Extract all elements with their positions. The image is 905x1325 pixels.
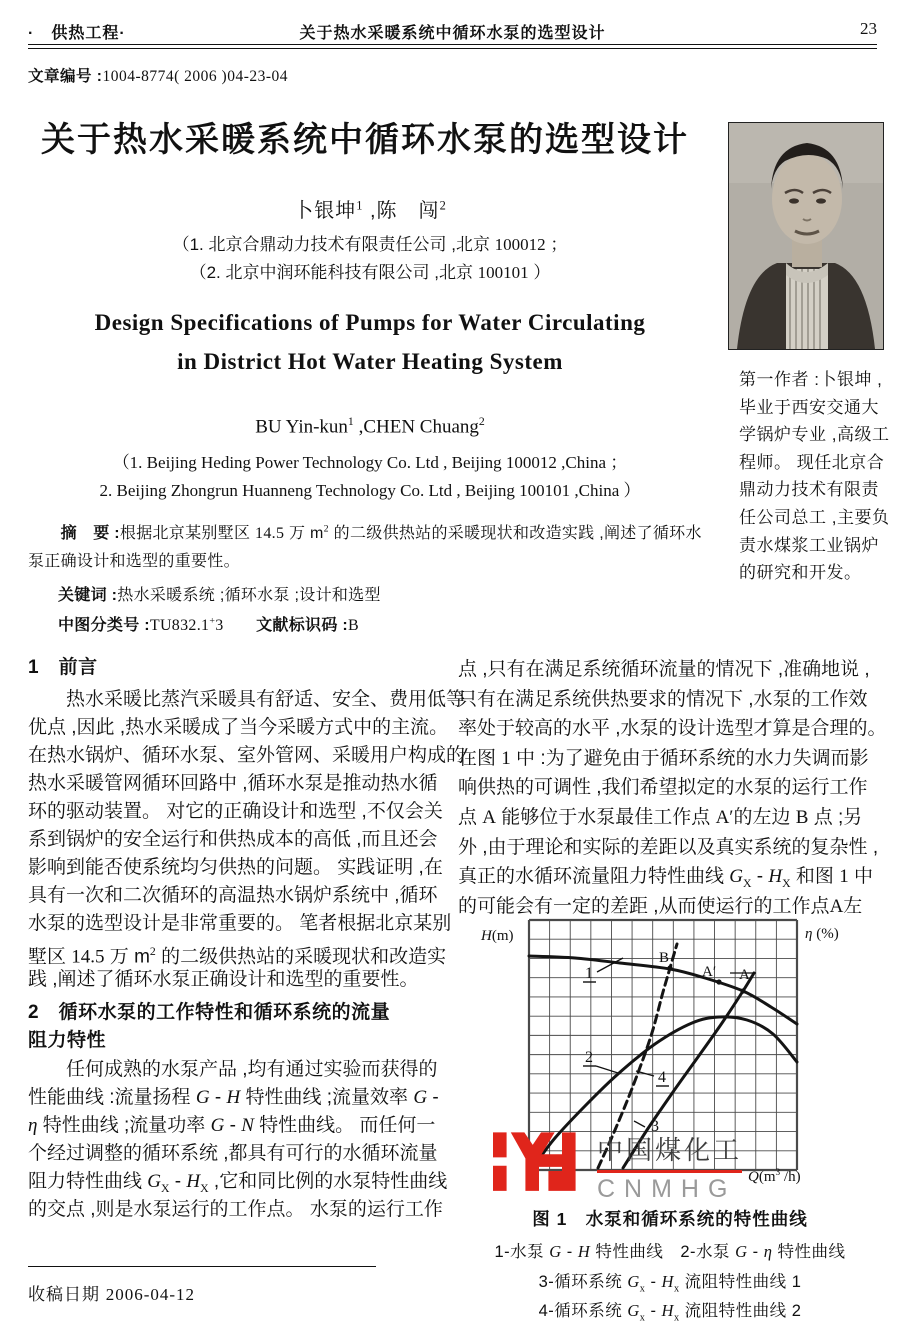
body-text-line: 响供热的可调性 ,我们希望拟定的水泵的运行工作 [458,777,868,799]
bio-line: 鼎动力技术有限责 [739,480,879,500]
body-text-line: 任何成熟的水泵产品 ,均有通过实验而获得的 [28,1059,438,1080]
section-heading-2-line1: 2 循环水泵的工作特性和循环系统的流量 [28,1002,391,1023]
cnmhg-logo-icon [493,1126,585,1193]
x-axis-label: $Q(m^3$ /h) [748,1168,801,1185]
body-text-line: 点 ,只有在满足系统循环流量的情况下 ,准确地说 , [458,659,870,680]
abstract-line-1: 摘 要 :根据北京某别墅区 14.5 万 $m^2$ 的二级供热站的采暖现状和改造实践 ,阐述了循环水 [60,523,702,542]
author-bio [739,366,891,587]
body-text-line: 真正的水循环流量阻力特性曲线 $G_X - H_X$ 和图 1 中 [458,866,873,890]
y-axis-label-right: η (%) [805,926,839,942]
left-column-paragraph-1 [28,686,466,994]
affiliation-cn-1: （1. 北京合鼎动力技术有限责任公司 ,北京 100012 ； [172,235,568,254]
authors-en: BU Yin-kun$^1$ ,CHEN Chuang$^2$ [255,415,485,438]
watermark-text [597,1126,742,1204]
bio-line: 的研究和开发。 [739,563,862,583]
svg-text:B: B [659,950,670,966]
article-number: 文章编号 :1004-8774( 2006 )04-23-04 [28,68,289,85]
body-text-line: 的可能会有一定的差距 ,从而使运行的工作点A左 [458,895,863,917]
body-text-line: 热水采暖管网循环回路中 ,循环水泵是推动热水循 [28,773,438,794]
svg-text:1: 1 [585,965,593,982]
body-text-line: 影响到能否使系统均匀供热的问题。 实践证明 ,在 [28,857,443,878]
watermark-en: CNMHG [597,1175,737,1203]
body-text-line: 外 ,由于理论和实际的差距以及真实系统的复杂性 , [458,836,879,858]
page-number: 23 [860,19,877,38]
clc-line: 中图分类号 :TU832.1+3 文献标识码 :B [58,615,359,634]
section-heading-2-line2: 阻力特性 [28,1030,107,1051]
bio-line: 毕业于西安交通大 [739,397,879,417]
left-column-paragraph-2 [28,1056,448,1224]
abstract-line-2: 泵正确设计和选型的重要性。 [28,553,240,570]
body-text-line: 墅区 14.5 万 $m^2$ 的二级供热站的采暖现状和改造实 [28,945,447,968]
paper-title-en-line2: in District Hot Water Heating System [177,349,563,374]
svg-text:A′: A′ [702,964,717,980]
body-text-line: 性能曲线 :流量扬程 G - H 特性曲线 ;流量效率 G - [28,1087,439,1108]
keywords-line: 关键词 :热水采暖系统 ;循环水泵 ;设计和选型 [58,587,381,604]
bio-line: 程师。 现任北京合 [739,452,885,472]
affiliation-en-1: （1. Beijing Heding Power Technology Co. Ltd , Beijing 100012 ,China ； [112,453,628,472]
journal-section-label: · 供热工程· [28,25,126,42]
body-text-line: 环的驱动装置。 对它的正确设计和选型 ,不仅会关 [28,801,443,822]
bio-line: 第一作者 :卜银坤 , [739,370,883,389]
author-photo [728,122,884,350]
svg-text:3: 3 [651,1118,659,1135]
paper-title-cn: 关于热水采暖系统中循环水泵的选型设计 [41,121,689,159]
bio-line: 任公司总工 ,主要负 [739,507,890,527]
body-text-line: 的交点 ,则是水泵运行的工作点。 水泵的运行工作 [28,1199,443,1220]
body-text-line: η 特性曲线 ;流量功率 G - N 特性曲线。 而任何一 [28,1115,436,1136]
body-text-line: 优点 ,因此 ,热水采暖成了当今采暖方式中的主流。 [28,717,449,738]
running-title: 关于热水采暖系统中循环水泵的选型设计 [299,25,606,42]
body-text-line: 热水采暖比蒸汽采暖具有舒适、安全、费用低等 [28,689,466,710]
received-date: 收稿日期 2006-04-12 [28,1285,196,1304]
author-photo-image [729,123,883,349]
figure-legend-line-2: 3-循环系统 $G_x - H_x$ 流阻特性曲线 1 [538,1272,802,1295]
body-text-line: 率处于较高的水平 ,水泵的设计选型才算是合理的。 [458,718,887,740]
body-text-line: 具有一次和二次循环的高温热水锅炉系统中 ,循环 [28,885,438,906]
bio-line: 责水煤浆工业锅炉 [739,535,879,555]
figure-legend-line-3: 4-循环系统 $G_x - H_x$ 流阻特性曲线 2 [538,1301,802,1324]
figure-caption-title: 图 1 水泵和循环系统的特性曲线 [532,1209,808,1229]
section-heading-1: 1 前言 [28,657,98,678]
svg-text:4: 4 [658,1069,666,1086]
svg-text:2: 2 [585,1049,593,1066]
authors-cn: 卜银坤$^1$ ,陈 闯$^2$ [293,198,447,222]
y-axis-label-left: H(m) [481,928,514,944]
watermark [493,1126,742,1204]
body-text-line: 在热水锅炉、循环水泵、室外管网、采暖用户构成的 [28,745,466,766]
body-text-line: 系到锅炉的安全运行和供热成本的高低 ,而且还会 [28,829,438,850]
paper-title-en-line1: Design Specifications of Pumps for Water Circulating [94,310,646,335]
body-text-line: 水泵的选型设计是非常重要的。 笔者根据北京某别 [28,913,452,934]
body-text-line: 点 A 能够位于水泵最佳工作点 A′的左边 B 点 ;另 [458,806,863,828]
affiliation-en-2: 2. Beijing Zhongrun Huanneng Technology Co. Ltd , Beijing 100101 ,China ） [99,481,641,500]
figure-1 [455,916,891,1202]
body-text-line: 只有在满足系统供热要求的情况下 ,水泵的工作效 [458,688,868,710]
figure-legend-line-1: 1-水泵 G - H 特性曲线 2-水泵 G - η 特性曲线 [494,1242,846,1261]
right-column-paragraph [458,655,886,921]
header-divider [28,44,877,49]
svg-text:A: A [739,967,750,983]
watermark-cn: 中国煤化工 [597,1130,742,1173]
affiliation-cn-2: （2. 北京中润环能科技有限公司 ,北京 100101 ） [189,263,551,282]
body-text-line: 在图 1 中 :为了避免由于循环系统的水力失调而影 [458,747,869,769]
bio-line: 学锅炉专业 ,高级工 [739,425,890,445]
body-text-line: 践 ,阐述了循环水泵正确设计和选型的重要性。 [28,969,419,990]
footnote-divider [28,1266,376,1267]
body-text-line: 个经过调整的循环系统 ,都具有可行的水循环流量 [28,1143,438,1164]
body-text-line: 阻力特性曲线 $G_X - H_X$ ,它和同比例的水泵特性曲线 [28,1171,448,1195]
